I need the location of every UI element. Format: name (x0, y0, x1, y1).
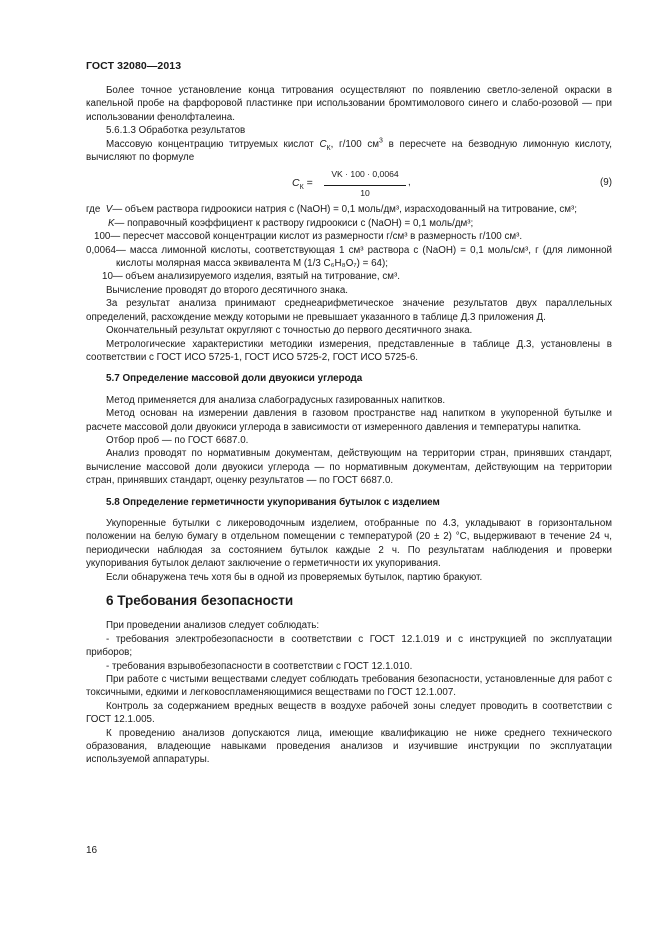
paragraph: Метод основан на измерении давления в газовом пространстве над напитком в укупоренной бутылке и расчете массовой доли двуокиси углерода в зависимости от измеренного давления и температуры напитка. (86, 408, 612, 433)
paragraph: При проведении анализов следует соблюдать: (106, 620, 320, 632)
paragraph: Анализ проводят по нормативным документам, действующим на территории стран, принявших стандарт, вычисление массовой доли двуокиси углерода — по нормативным документам, действующим на территории стран, принявших стандарт, оценку результатов — по ГОСТ 6687.0. (86, 448, 612, 487)
paragraph: К проведению анализов допускаются лица, имеющие квалификацию не ниже среднего технического образования, владеющие навыками проведения анализов и изучившие инструкции по эксплуатации используемой аппаратуры. (86, 727, 612, 766)
formula-9 (86, 167, 612, 201)
section-heading-6: 6 Требования безопасности (106, 593, 294, 608)
paragraph: Окончательный результат округляют с точностью до первого десятичного знака. (106, 325, 473, 337)
where-item: 0,0064 — масса лимонной кислоты, соответствующая 1 см³ раствора с (NaOH) = 0,1 моль/см³, г (для лимонной кислоты молярная масса эквивалента М (1/3 С₆Н₈О₇) = 64); (86, 244, 612, 270)
formula-number: (9) (600, 177, 612, 189)
where-item: K — поправочный коэффициент к раствору гидроокиси с (NaOH) = 0,1 моль/дм³; (108, 217, 474, 229)
subsection-heading: 5.6.1.3 Обработка результатов (106, 125, 246, 137)
paragraph: Вычисление проводят до второго десятичного знака. (106, 284, 348, 296)
paragraph: Отбор проб — по ГОСТ 6687.0. (106, 434, 249, 446)
page-body (86, 84, 612, 767)
paragraph: Метод применяется для анализа слабоградусных газированных напитков. (106, 394, 446, 406)
paragraph: При работе с чистыми веществами следует соблюдать требования безопасности, установленные для работ с токсичными, едкими и легковоспламеняющимися веществами по ГОСТ 12.1.007. (86, 674, 612, 699)
where-item: 10 — объем анализируемого изделия, взятый на титрование, см³. (102, 271, 400, 283)
document-header: ГОСТ 32080—2013 (86, 60, 182, 72)
paragraph: Контроль за содержанием вредных веществ в воздухе рабочей зоны следует проводить в соответствии с ГОСТ 12.1.005. (86, 700, 612, 726)
paragraph: За результат анализа принимают среднеарифметическое значение результатов двух параллельных определений, расхождение между которыми не превышает указанного в таблице Д.3 приложения Д. (86, 298, 612, 323)
formula-numerator: VK · 100 · 0,0064 (324, 168, 406, 185)
paragraph: Укупоренные бутылки с ликероводочным изделием, отобранные по 4.3, укладывают в горизонтальном положении на белую бумагу в отдельном помещении с температурой (20 ± 2) °С, выдерживают в течение 24 ч, периодически наблюдая за состоянием бутылок каждые 2 ч. По результатам наблюдения и проверки укупоривания бутылок делают заключение о герметичности их укупоривания. (86, 517, 612, 570)
section-heading-5-7: 5.7 Определение массовой доли двуокиси углерода (106, 373, 363, 385)
formula-denominator: 10 (360, 188, 370, 199)
list-item: - требования электробезопасности в соответствии с ГОСТ 12.1.019 и с инструкцией по эксплуатации приборов; (86, 633, 612, 659)
formula-comma: , (408, 177, 411, 189)
paragraph: Массовую концентрацию титруемых кислот $С_К$, г/100 $см^3$ в пересчете на безводную лимонную кислоту, вычисляют по формуле (86, 137, 612, 164)
page-number: 16 (86, 845, 98, 856)
formula-lhs: $С_К$ = (292, 177, 313, 192)
where-item: где V — объем раствора гидроокиси натрия с (NaOH) = 0,1 моль/дм³, израсходованный на титрование, см³; (86, 204, 578, 216)
paragraph: Метрологические характеристики методики измерения, представленные в таблице Д.3, установлены в соответствии с ГОСТ ИСО 5725-1, ГОСТ ИСО 5725-2, ГОСТ ИСО 5725-6. (86, 338, 612, 363)
list-item: - требования взрывобезопасности в соответствии с ГОСТ 12.1.010. (106, 660, 413, 672)
where-item: 100 — пересчет массовой концентрации кислот из размерности г/см³ в размерность г/100 см³. (94, 231, 523, 243)
paragraph: Более точное установление конца титрования осуществляют по появлению светло-зеленой окраски в капельной пробе на фарфоровой пластинке при использовании бромтимолового синего и слабо-розовой — при использовании фенолфталеина. (86, 85, 612, 123)
section-heading-5-8: 5.8 Определение герметичности укупоривания бутылок с изделием (106, 496, 440, 508)
paragraph: Если обнаружена течь хотя бы в одной из проверяемых бутылок, партию бракуют. (106, 571, 483, 583)
